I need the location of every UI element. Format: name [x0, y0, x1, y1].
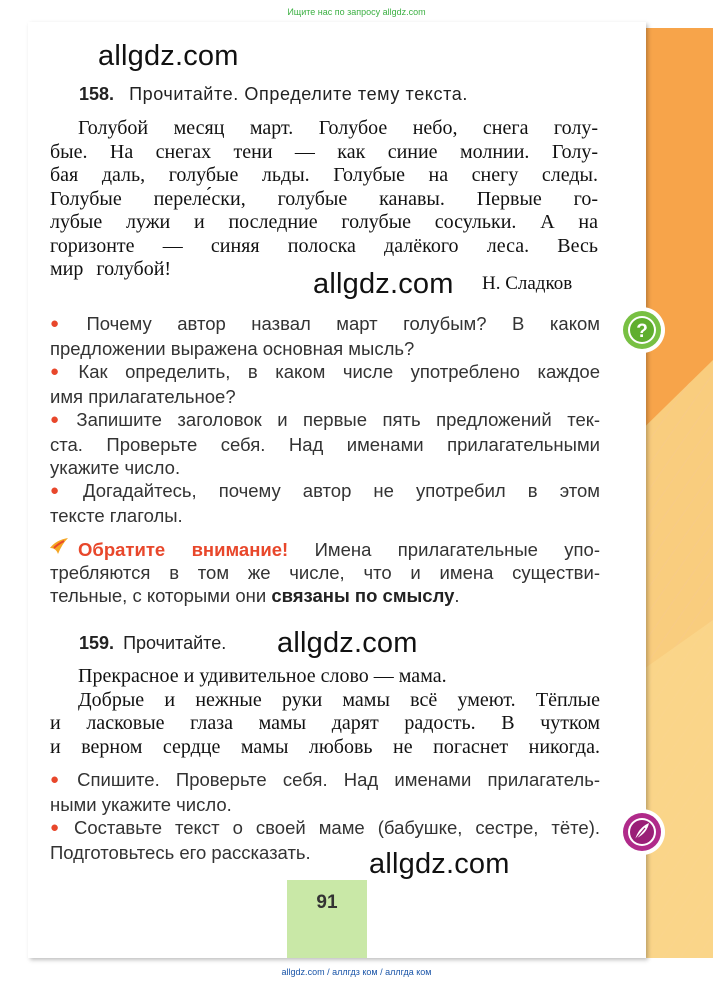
text-line: бая даль, голубые льды. Голубые на снегу следы.	[50, 164, 598, 186]
pencil-mark-icon	[48, 536, 72, 556]
page-number: 91	[316, 892, 338, 913]
watermark: allgdz.com	[98, 40, 239, 72]
text-line: Добрые и нежные руки мамы всё умеют. Тёплые	[78, 688, 600, 711]
exercise-159-header	[79, 633, 226, 654]
note-text: требляются в том же числе, что и имена существи-	[50, 562, 600, 583]
note-text: Имена прилагательные упо-	[288, 539, 600, 560]
task-text: Составьте текст о своей маме (бабушке, сестре, тёте).	[73, 817, 601, 838]
bullet-icon: ●	[50, 363, 72, 380]
exercise-158-header	[79, 84, 468, 105]
watermark: allgdz.com	[313, 268, 454, 300]
svg-text:?: ?	[636, 321, 648, 342]
exercise-158-text	[50, 117, 598, 282]
note-text: тельные, с которыми они	[50, 585, 272, 606]
task-text: Почему автор назвал март голубым? В каком	[86, 313, 600, 334]
text-line: и ласковые глаза мамы дарят радость. В чутком	[50, 712, 600, 734]
text-line: Прекрасное и удивительное слово — мама.	[78, 665, 447, 687]
watermark: allgdz.com	[369, 848, 510, 880]
page-number-tab	[287, 880, 367, 958]
note-block	[78, 538, 600, 561]
text-line: бые. На снегах тени — как синие молнии. Голу-	[50, 140, 598, 163]
exercise-158-tasks	[50, 312, 600, 527]
task-item	[50, 768, 600, 793]
bullet-icon: ●	[50, 411, 70, 428]
note-continuation	[50, 561, 600, 607]
text-line: и верном сердце мамы любовь не погаснет никогда.	[50, 735, 600, 758]
task-text: тексте глаголы.	[50, 505, 183, 526]
task-text: Как определить, в каком числе употреблено каждое	[78, 361, 600, 382]
task-text: имя прилагательное?	[50, 386, 236, 407]
note-title: Обратите внимание!	[78, 539, 289, 560]
task-item	[50, 408, 600, 433]
note-text: .	[454, 585, 460, 606]
note-line	[78, 538, 600, 561]
task-item	[50, 360, 600, 385]
feather-pen-icon	[618, 808, 666, 856]
task-item	[50, 816, 600, 841]
task-item	[50, 312, 600, 337]
text-line: горизонте — синяя полоска далёкого леса. Весь	[50, 234, 598, 257]
author-name: Н. Сладков	[482, 273, 573, 294]
footer-links[interactable]: allgdz.com / аллгдз ком / аллгда ком	[281, 967, 432, 977]
task-text: предложении выражена основная мысль?	[50, 338, 415, 359]
exercise-number: 159.	[79, 633, 115, 653]
exercise-instruction: Прочитайте.	[123, 633, 227, 653]
task-text: Спишите. Проверьте себя. Над именами прилагатель-	[77, 769, 601, 790]
bullet-icon: ●	[50, 771, 71, 788]
task-text: Подготовьтесь его рассказать.	[50, 842, 311, 863]
text-line: лубые лужи и последние голубые сосульки. А на	[50, 211, 598, 233]
task-text: Запишите заголовок и первые пять предложений тек-	[76, 409, 601, 430]
text-line: Голубой месяц март. Голубое небо, снега голу-	[78, 117, 598, 139]
task-text: ста. Проверьте себя. Над именами прилагательными	[50, 434, 600, 455]
task-text: укажите число.	[50, 457, 181, 478]
exercise-159-text	[50, 665, 600, 759]
exercise-number: 158.	[79, 84, 115, 104]
text-line: мир голубой!	[50, 258, 172, 280]
watermark: allgdz.com	[277, 627, 418, 659]
note-bold-text: связаны по смыслу	[271, 585, 455, 606]
task-item	[50, 479, 600, 504]
task-text: Догадайтесь, почему автор не употребил в этом	[83, 480, 600, 501]
question-badge-icon	[618, 306, 666, 354]
bullet-icon: ●	[50, 819, 67, 836]
exercise-instruction: Прочитайте. Определите тему текста.	[129, 84, 468, 104]
note-line	[50, 584, 600, 607]
task-text: ными укажите число.	[50, 794, 232, 815]
bullet-icon: ●	[50, 315, 80, 332]
exercise-159-tasks	[50, 768, 600, 864]
bullet-icon: ●	[50, 482, 76, 499]
text-line: Голубые переле́ски, голубые канавы. Первые го-	[50, 187, 598, 210]
header-note: Ищите нас по запросу allgdz.com	[287, 7, 426, 17]
